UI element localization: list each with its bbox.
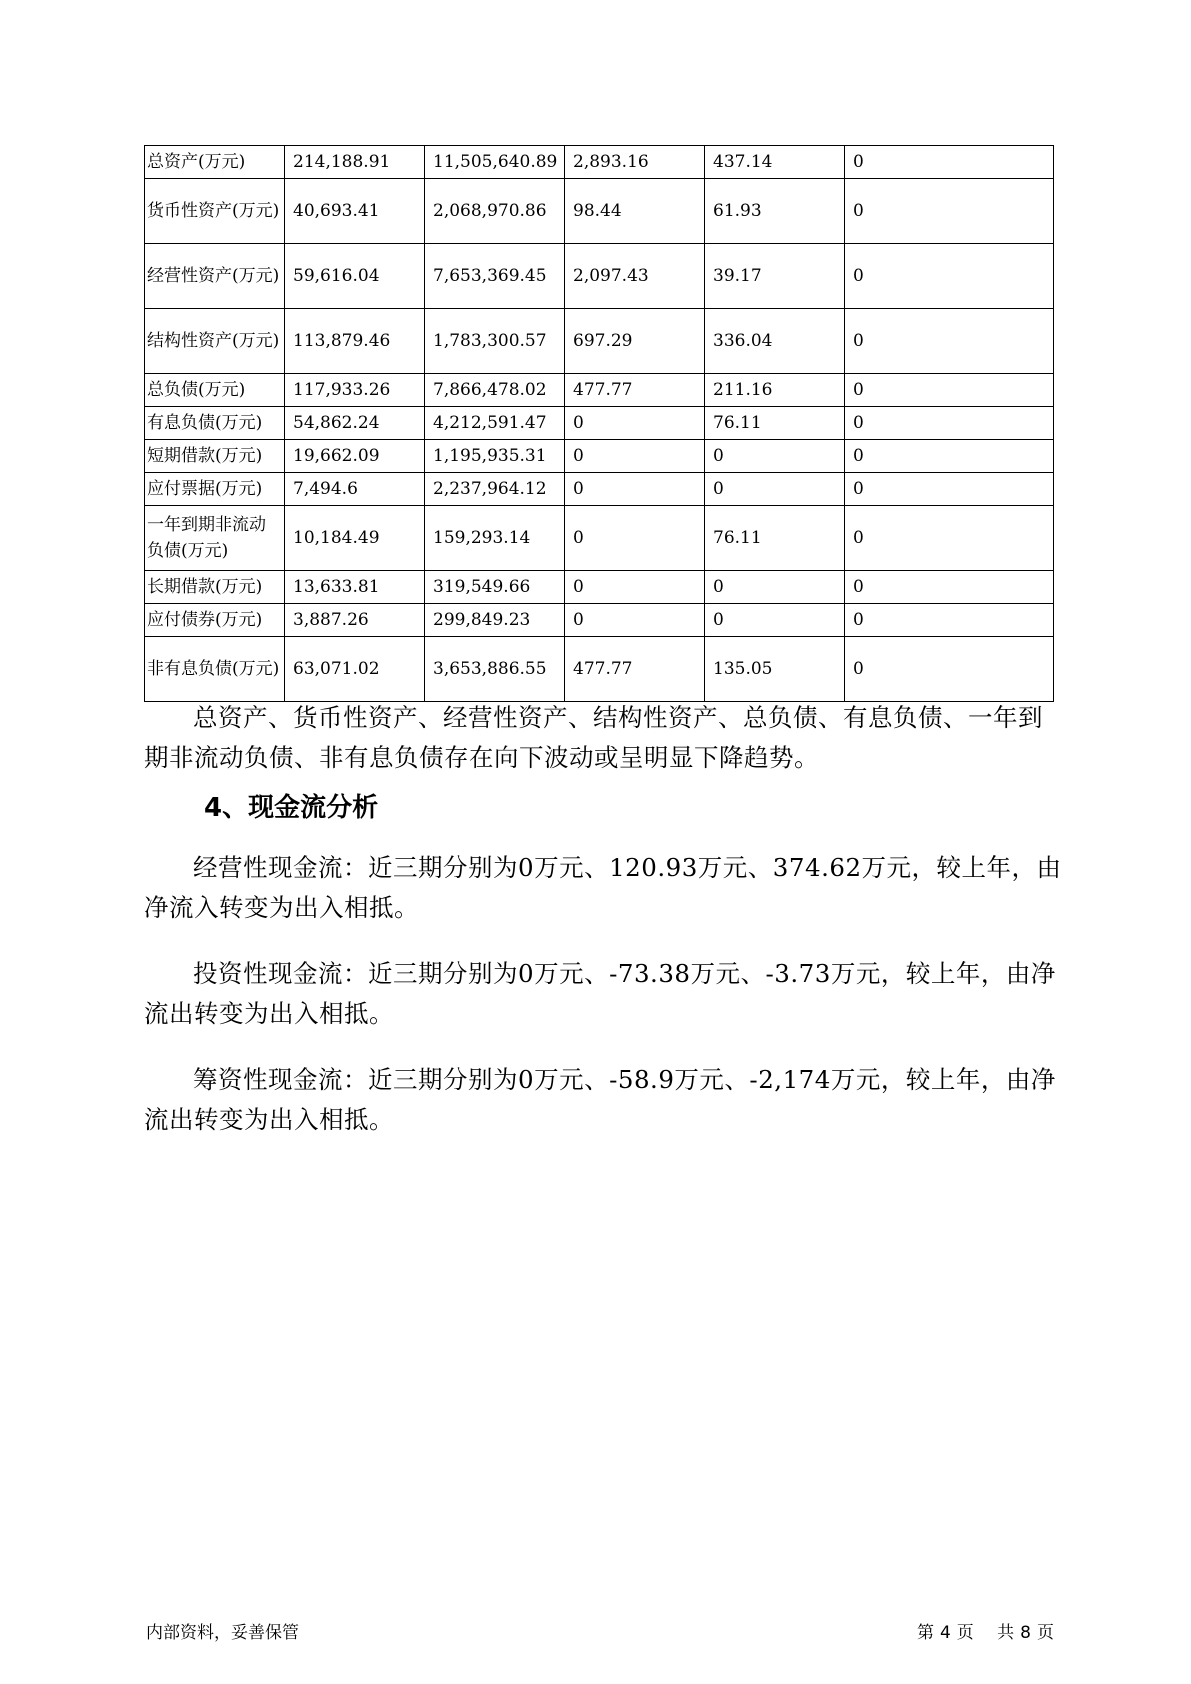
table-cell: 0 (845, 407, 1054, 440)
table-row (145, 244, 1054, 309)
table-cell: 61.93 (705, 179, 845, 244)
table-cell: 477.77 (565, 374, 705, 407)
table-cell: 2,893.16 (565, 146, 705, 179)
row-label: 货币性资产(万元) (145, 179, 285, 244)
table-cell: 54,862.24 (285, 407, 425, 440)
operating-cashflow-paragraph: 经营性现金流：近三期分别为0万元、120.93万元、374.62万元，较上年，由净流入转变为出入相抵。 (144, 853, 1062, 922)
financial-table-body (145, 146, 1054, 702)
table-cell: 4,212,591.47 (425, 407, 565, 440)
table-cell: 7,866,478.02 (425, 374, 565, 407)
investing-cashflow-paragraph: 投资性现金流：近三期分别为0万元、-73.38万元、-3.73万元，较上年，由净流出转变为出入相抵。 (144, 959, 1056, 1028)
table-cell: 0 (705, 440, 845, 473)
row-label: 应付债券(万元) (145, 604, 285, 637)
table-cell: 98.44 (565, 179, 705, 244)
table-cell: 319,549.66 (425, 571, 565, 604)
page-prefix: 第 (916, 1623, 934, 1643)
row-label: 经营性资产(万元) (145, 244, 285, 309)
table-cell: 76.11 (705, 407, 845, 440)
table-cell: 7,653,369.45 (425, 244, 565, 309)
row-label: 非有息负债(万元) (145, 637, 285, 702)
row-label: 有息负债(万元) (145, 407, 285, 440)
table-cell: 39.17 (705, 244, 845, 309)
total-prefix: 共 (997, 1623, 1015, 1643)
table-cell: 0 (845, 309, 1054, 374)
table-cell: 135.05 (705, 637, 845, 702)
table-cell: 437.14 (705, 146, 845, 179)
table-row (145, 473, 1054, 506)
table-row (145, 506, 1054, 571)
table-cell: 1,195,935.31 (425, 440, 565, 473)
table-cell: 0 (565, 506, 705, 571)
table-row (145, 440, 1054, 473)
table-cell: 11,505,640.89 (425, 146, 565, 179)
row-label: 长期借款(万元) (145, 571, 285, 604)
table-cell: 0 (845, 146, 1054, 179)
table-cell: 40,693.41 (285, 179, 425, 244)
table-cell: 76.11 (705, 506, 845, 571)
table-cell: 10,184.49 (285, 506, 425, 571)
row-label: 结构性资产(万元) (145, 309, 285, 374)
table-row (145, 407, 1054, 440)
table-cell: 0 (845, 244, 1054, 309)
footer-page-info (911, 1618, 1054, 1643)
table-cell: 0 (845, 637, 1054, 702)
table-cell: 159,293.14 (425, 506, 565, 571)
table-cell: 0 (705, 604, 845, 637)
table-cell: 0 (565, 604, 705, 637)
table-cell: 0 (565, 571, 705, 604)
table-cell: 0 (705, 571, 845, 604)
table-cell: 211.16 (705, 374, 845, 407)
page-number: 4 (939, 1623, 951, 1643)
table-row (145, 604, 1054, 637)
table-cell: 7,494.6 (285, 473, 425, 506)
table-cell: 0 (565, 440, 705, 473)
summary-paragraph: 总资产、货币性资产、经营性资产、结构性资产、总负债、有息负债、一年到期非流动负债、非有息负债存在向下波动或呈明显下降趋势。 (144, 703, 1043, 772)
table-cell: 2,237,964.12 (425, 473, 565, 506)
table-cell: 697.29 (565, 309, 705, 374)
table-cell: 63,071.02 (285, 637, 425, 702)
table-row (145, 374, 1054, 407)
row-label: 总负债(万元) (145, 374, 285, 407)
footer-confidential-note: 内部资料，妥善保管 (146, 1623, 299, 1643)
total-pages: 8 (1020, 1623, 1031, 1643)
total-suffix: 页 (1037, 1623, 1054, 1643)
page-suffix: 页 (956, 1623, 974, 1643)
table-cell: 477.77 (565, 637, 705, 702)
table-cell: 13,633.81 (285, 571, 425, 604)
table-row (145, 309, 1054, 374)
table-cell: 0 (845, 571, 1054, 604)
row-label: 应付票据(万元) (145, 473, 285, 506)
table-cell: 2,068,970.86 (425, 179, 565, 244)
table-cell: 0 (845, 473, 1054, 506)
table-cell: 59,616.04 (285, 244, 425, 309)
table-cell: 0 (565, 473, 705, 506)
table-cell: 0 (845, 179, 1054, 244)
table-row (145, 146, 1054, 179)
table-cell: 3,653,886.55 (425, 637, 565, 702)
row-label: 一年到期非流动负债(万元) (145, 506, 285, 571)
row-label: 短期借款(万元) (145, 440, 285, 473)
table-cell: 0 (845, 440, 1054, 473)
table-cell: 0 (565, 407, 705, 440)
section-heading: 4、现金流分析 (204, 793, 379, 823)
financing-cashflow-paragraph: 筹资性现金流：近三期分别为0万元、-58.9万元、-2,174万元，较上年，由净流出转变为出入相抵。 (144, 1065, 1056, 1134)
table-cell: 117,933.26 (285, 374, 425, 407)
table-cell: 113,879.46 (285, 309, 425, 374)
table-cell: 0 (705, 473, 845, 506)
table-row (145, 571, 1054, 604)
table-cell: 19,662.09 (285, 440, 425, 473)
financial-table (144, 145, 1054, 702)
row-label: 总资产(万元) (145, 146, 285, 179)
table-cell: 299,849.23 (425, 604, 565, 637)
table-cell: 2,097.43 (565, 244, 705, 309)
table-cell: 0 (845, 604, 1054, 637)
table-cell: 0 (845, 374, 1054, 407)
table-cell: 3,887.26 (285, 604, 425, 637)
table-cell: 1,783,300.57 (425, 309, 565, 374)
table-cell: 0 (845, 506, 1054, 571)
table-row (145, 179, 1054, 244)
table-cell: 214,188.91 (285, 146, 425, 179)
table-cell: 336.04 (705, 309, 845, 374)
table-row (145, 637, 1054, 702)
